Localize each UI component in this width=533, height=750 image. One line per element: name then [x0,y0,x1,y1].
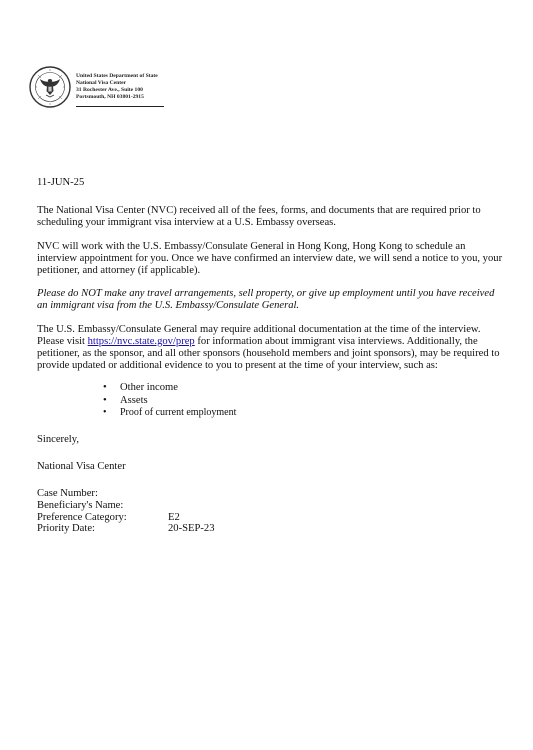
letter-date: 11-JUN-25 [37,177,85,188]
case-info-table [37,488,215,535]
case-number-value [168,488,215,500]
case-number-label: Case Number: [37,488,98,500]
letterhead-line-street: 31 Rochester Ave., Suite 100 [76,87,143,93]
letterhead [76,73,158,101]
letterhead-line-center: National Visa Center [76,80,127,86]
department-of-state-seal-icon [29,66,71,108]
paragraph-additional-documentation [37,324,507,373]
letterhead-line-department: United States Department of State [76,73,158,79]
closing: Sincerely, [37,433,79,445]
list-item: • Assets [103,395,507,407]
letter-body [37,177,507,535]
letterhead-divider [76,106,164,107]
list-item: • Proof of current employment [103,407,507,419]
priority-date-label: Priority Date: [37,523,95,535]
signature: National Visa Center [37,460,126,472]
paragraph-text-start: The U.S. Embassy/Consulate General may require additional documentation at the time of the interview. Please visit [37,323,481,347]
list-item: • Other income [103,382,507,394]
paragraph-interview-scheduling: NVC will work with the U.S. Embassy/Consulate General in Hong Kong, Hong Kong to schedule an interview appointment for you. Once we have confirmed an interview date, we will send a notice to you, your petitioner, and attorney (if applicable). [37,240,503,277]
table-row [37,488,215,500]
preference-category-label: Preference Category: [37,511,127,523]
beneficiary-name-value [168,500,215,512]
evidence-list [37,382,507,419]
letterhead-line-city: Portsmouth, NH 03801-2915 [76,94,144,100]
paragraph-travel-warning: Please do NOT make any travel arrangements, sell property, or give up employment until you have received an immigrant visa from the U.S. Embassy/Consulate General. [37,288,495,312]
beneficiary-name-label: Beneficiary's Name: [37,499,124,511]
preference-category-value: E2 [168,511,180,523]
table-row [37,512,215,524]
table-row [37,523,215,535]
nvc-prep-link[interactable]: https://nvc.state.gov/prep [87,335,195,347]
paragraph-fees-received: The National Visa Center (NVC) received all of the fees, forms, and documents that are required prior to scheduling your immigrant visa interview at a U.S. Embassy overseas. [37,205,481,229]
table-row [37,500,215,512]
paragraph-text-end: for information about immigrant visa interviews. Additionally, the petitioner, as the sponsor, and all other sponsors (household members and joint sponsors), may be required to provide updated or additional evidence to you to present at the time of your interview, such as: [37,335,500,372]
priority-date-value: 20-SEP-23 [168,523,215,535]
